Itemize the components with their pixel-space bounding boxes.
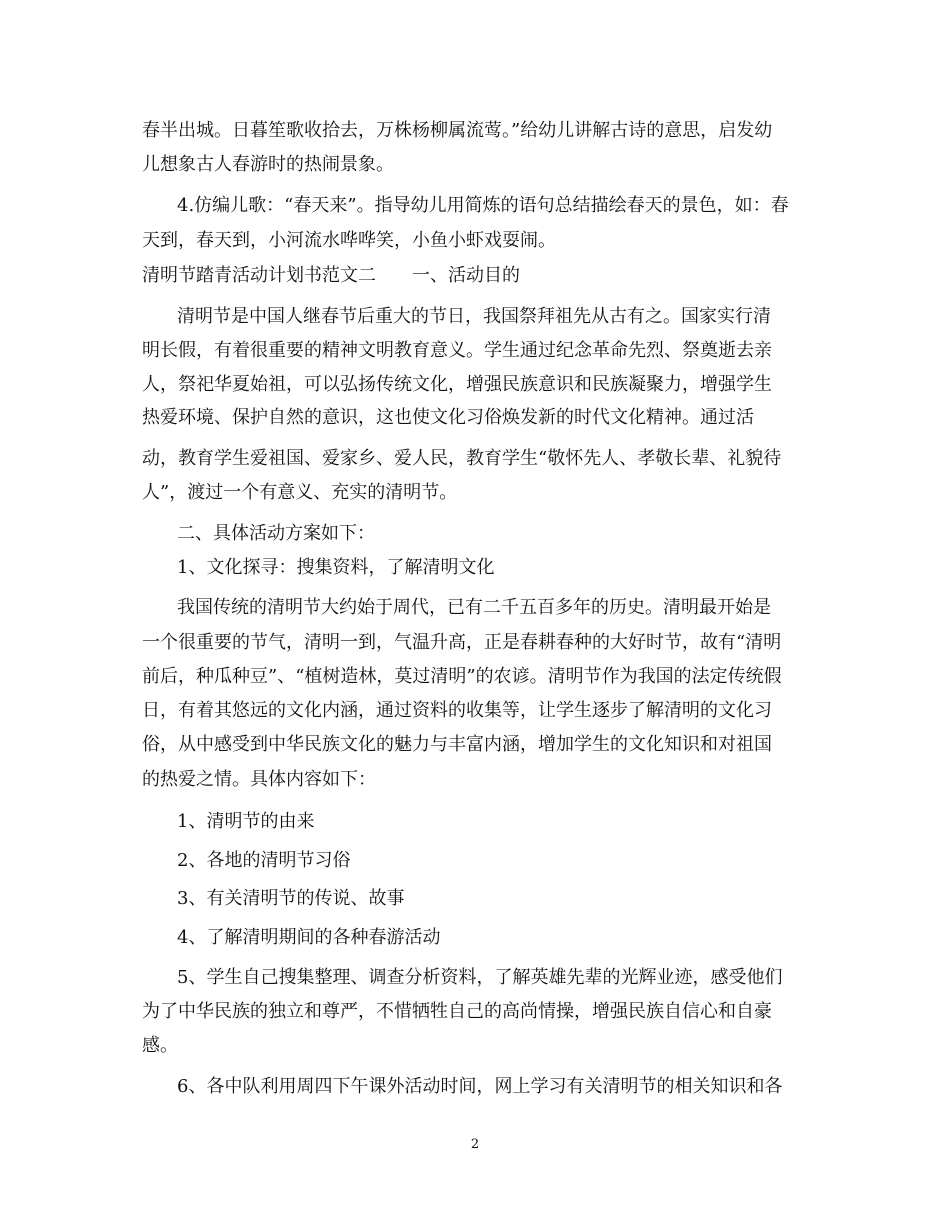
text-line: 为了中华民族的独立和尊严，不惜牺牲自己的高尚情操，增强民族自信心和自豪 bbox=[142, 1001, 772, 1022]
text-line: 一个很重要的节气，清明一到，气温升高，正是春耕春种的大好时节，故有“清明 bbox=[142, 632, 782, 653]
text-line: 的热爱之情。具体内容如下： bbox=[142, 769, 376, 790]
text-line: 俗，从中感受到中华民族文化的魅力与丰富内涵，增加学生的文化知识和对祖国 bbox=[142, 734, 772, 755]
text-line: 明长假，有着很重要的精神文明教育意义。学生通过纪念革命先烈、祭奠逝去亲 bbox=[142, 340, 772, 361]
text-line: 前后，种瓜种豆”、“植树造林，莫过清明”的农谚。清明节作为我国的法定传统假 bbox=[142, 666, 782, 687]
text-line: 天到，春天到，小河流水哗哗笑，小鱼小虾戏耍闹。 bbox=[142, 230, 556, 251]
text-line: 感。 bbox=[142, 1035, 178, 1056]
text-line: 清明节是中国人继春节后重大的节日，我国祭拜祖先从古有之。国家实行清 bbox=[177, 306, 771, 327]
text-line: 动，教育学生爱祖国、爱家乡、爱人民，教育学生“敬怀先人、孝敬长辈、礼貌待 bbox=[142, 448, 782, 469]
text-line: 二、具体活动方案如下： bbox=[177, 523, 375, 544]
list-item: 2、各地的清明节习俗 bbox=[177, 850, 351, 871]
section-heading: 清明节踏青活动计划书范文二 一、活动目的 bbox=[142, 265, 520, 286]
page-number: 2 bbox=[470, 1137, 480, 1152]
text-line: 6、各中队利用周四下午课外活动时间，网上学习有关清明节的相关知识和各 bbox=[177, 1076, 783, 1097]
text-line: 日，有着其悠远的文化内涵，通过资料的收集等，让学生逐步了解清明的文化习 bbox=[142, 700, 772, 721]
text-line: 1、文化探寻：搜集资料，了解清明文化 bbox=[177, 557, 495, 578]
text-line: 5、学生自己搜集整理、调查分析资料，了解英雄先辈的光辉业迹，感受他们 bbox=[177, 967, 783, 988]
text-line: 春半出城。日暮笙歌收拾去，万株杨柳属流莺。”给幼儿讲解古诗的意思，启发幼 bbox=[142, 120, 773, 141]
text-line: 人，祭祀华夏始祖，可以弘扬传统文化，增强民族意识和民族凝聚力，增强学生 bbox=[142, 374, 772, 395]
list-item: 1、清明节的由来 bbox=[177, 811, 315, 832]
text-line: 我国传统的清明节大约始于周代，已有二千五百多年的历史。清明最开始是 bbox=[177, 597, 771, 618]
text-line: 热爱环境、保护自然的意识，这也使文化习俗焕发新的时代文化精神。通过活 bbox=[142, 407, 754, 428]
list-item: 4、了解清明期间的各种春游活动 bbox=[177, 927, 441, 948]
list-item: 3、有关清明节的传说、故事 bbox=[177, 888, 405, 909]
text-line: 儿想象古人春游时的热闹景象。 bbox=[142, 154, 394, 175]
text-line: 人”，渡过一个有意义、充实的清明节。 bbox=[142, 482, 458, 503]
text-line: 4.仿编儿歌：“春天来”。指导幼儿用简炼的语句总结描绘春天的景色，如：春 bbox=[177, 195, 789, 216]
